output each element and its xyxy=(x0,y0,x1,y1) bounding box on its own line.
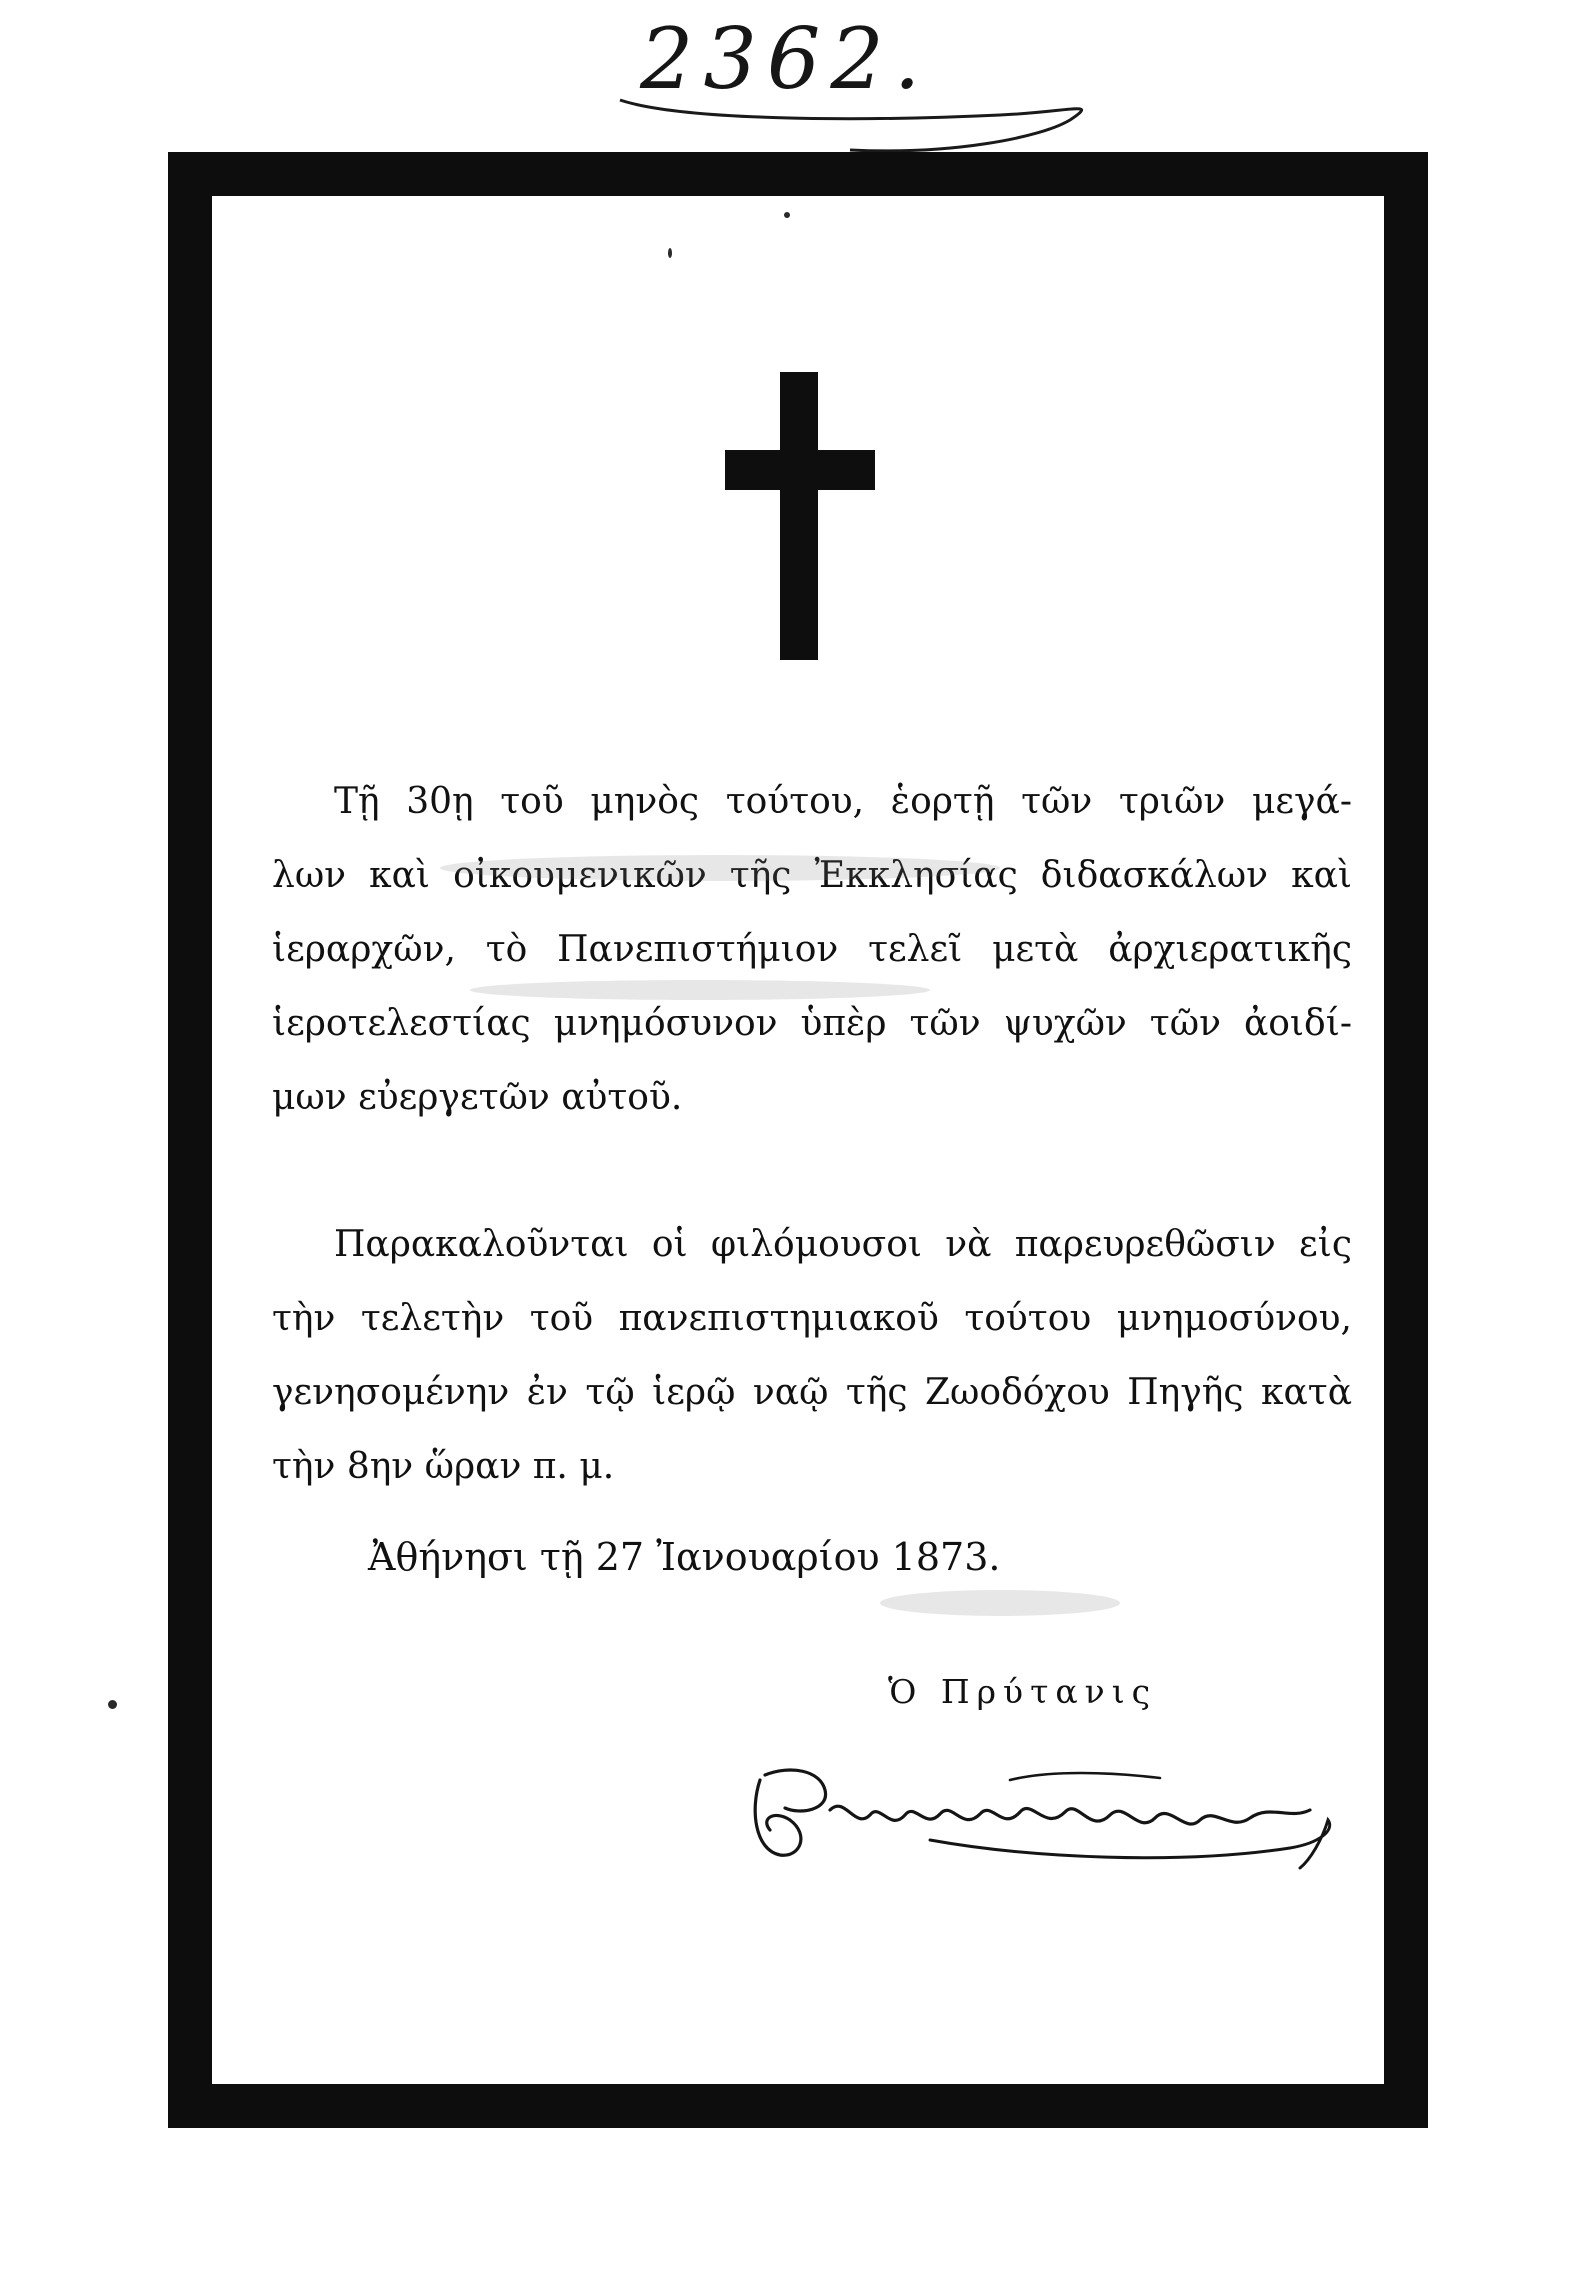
invitation-paragraph xyxy=(272,1208,1352,1504)
catalog-underline xyxy=(600,70,1100,160)
signatory-title: Ὁ Πρύτανις xyxy=(888,1672,1158,1711)
paragraph-line: λων καὶ οἰκουμενικῶν τῆς Ἐκκλησίας διδασκάλων καὶ xyxy=(272,855,1352,896)
catalog-number: 2362. xyxy=(640,10,931,108)
paper-stain xyxy=(470,980,930,1000)
ink-speck xyxy=(108,1700,117,1709)
cross-icon xyxy=(725,372,875,660)
paragraph-line: τὴν 8ην ὥραν π. μ. xyxy=(272,1446,615,1487)
paragraph-line: Τῇ 30ῃ τοῦ μηνὸς τούτου, ἑορτῇ τῶν τριῶν μεγά- xyxy=(334,781,1352,822)
paper-stain xyxy=(440,855,1000,881)
paper-stain xyxy=(880,1590,1120,1616)
cross-vertical-bar xyxy=(780,372,818,660)
ink-speck xyxy=(784,212,790,218)
cross-horizontal-bar xyxy=(725,450,875,490)
paragraph-line: μων εὐεργετῶν αὐτοῦ. xyxy=(272,1077,683,1118)
paragraph-line: γενησομένην ἐν τῷ ἱερῷ ναῷ τῆς Ζωοδόχου Πηγῆς κατὰ xyxy=(272,1372,1352,1413)
handwritten-signature xyxy=(730,1740,1350,1880)
paragraph-line: τὴν τελετὴν τοῦ πανεπιστημιακοῦ τούτου μνημοσύνου, xyxy=(272,1298,1352,1339)
announcement-paragraph xyxy=(272,765,1352,1135)
paragraph-line: ἱεροτελεστίας μνημόσυνον ὑπὲρ τῶν ψυχῶν τῶν ἀοιδί- xyxy=(272,1003,1352,1044)
paragraph-line: Παρακαλοῦνται οἱ φιλόμουσοι νὰ παρευρεθῶσιν εἰς xyxy=(334,1224,1352,1265)
place-date-line: Ἀθήνησι τῇ 27 Ἰανουαρίου 1873. xyxy=(368,1535,1001,1579)
paragraph-line: ἱεραρχῶν, τὸ Πανεπιστήμιον τελεῖ μετὰ ἀρχιερατικῆς xyxy=(272,929,1352,970)
ink-speck xyxy=(668,248,672,258)
